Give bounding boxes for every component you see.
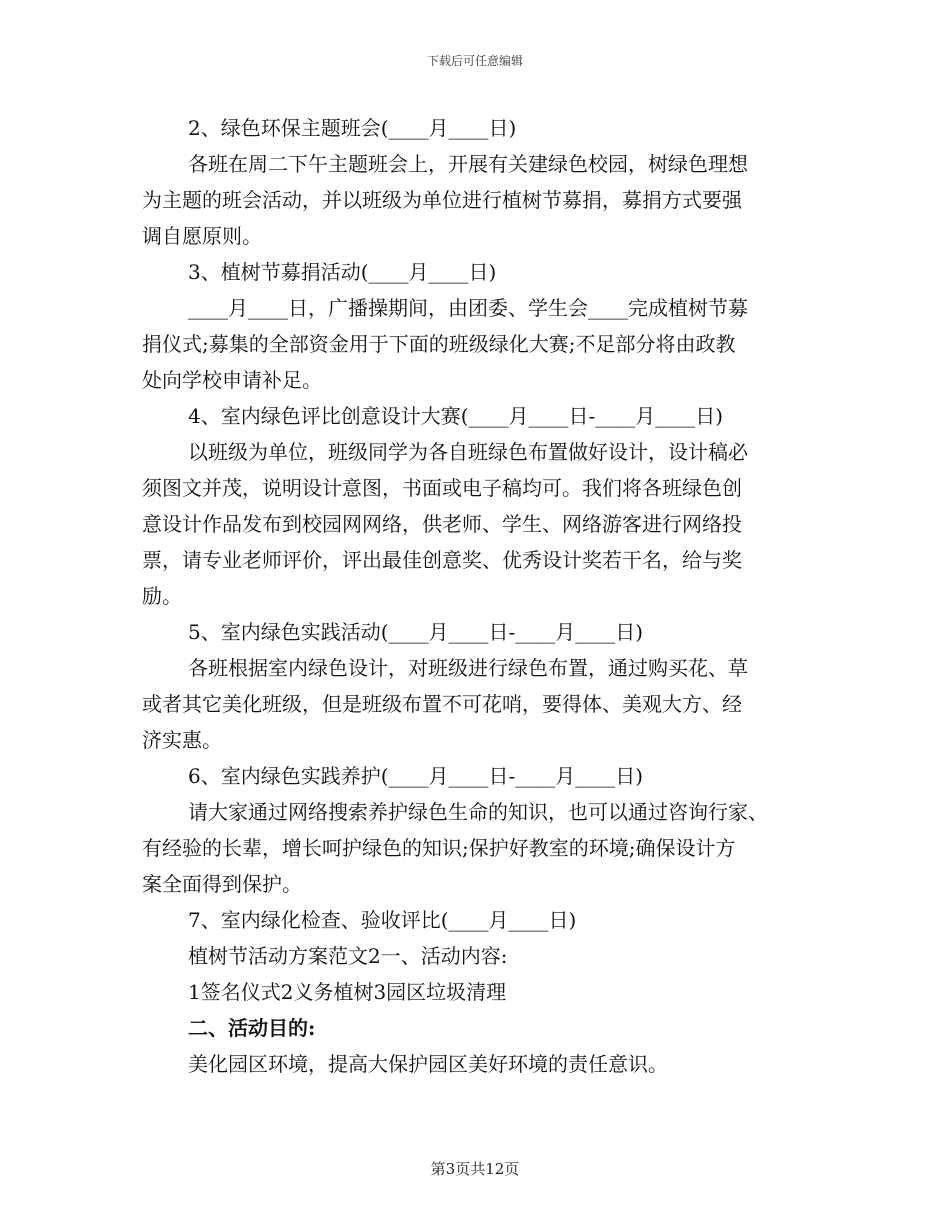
paragraph-line: 或者其它美化班级，但是班级布置不可花哨，要得体、美观大方、经	[142, 692, 742, 716]
section-heading: 植树节活动方案范文2一、活动内容:	[188, 944, 508, 968]
paragraph-line: 调自愿原则。	[142, 224, 262, 248]
paragraph-line: 案全面得到保护。	[142, 872, 302, 896]
paragraph-line: 美化园区环境，提高大保护园区美好环境的责任意识。	[188, 1052, 668, 1076]
paragraph-line: 励。	[142, 584, 182, 608]
paragraph-line: 捐仪式;募集的全部资金用于下面的班级绿化大赛;不足部分将由政教	[142, 332, 736, 356]
section-heading: 6、室内绿色实践养护(____月____日-____月____日)	[188, 764, 644, 788]
paragraph-line: 济实惠。	[142, 728, 222, 752]
paragraph-line: 1签名仪式2义务植树3园区垃圾清理	[188, 980, 507, 1004]
paragraph-line: 须图文并茂，说明设计意图，书面或电子稿均可。我们将各班绿色创	[142, 476, 742, 500]
paragraph-line: 请大家通过网络搜索养护绿色生命的知识，也可以通过咨询行家、	[188, 800, 768, 824]
paragraph-line: 各班根据室内绿色设计，对班级进行绿色布置，通过购买花、草	[188, 656, 748, 680]
document-body	[142, 110, 802, 1082]
section-heading: 4、室内绿色评比创意设计大赛(____月____日-____月____日)	[188, 404, 724, 428]
paragraph-line: ____月____日，广播操期间，由团委、学生会____完成植树节募	[188, 296, 748, 320]
page-header: 下载后可任意编辑	[426, 54, 523, 68]
section-heading: 7、室内绿化检查、验收评比(____月____日)	[188, 908, 577, 932]
paragraph-line: 各班在周二下午主题班会上，开展有关建绿色校园，树绿色理想	[188, 152, 748, 176]
section-title: 二、活动目的:	[188, 1016, 316, 1040]
paragraph-line: 有经验的长辈，增长呵护绿色的知识;保护好教室的环境;确保设计方	[142, 836, 736, 860]
paragraph-line: 以班级为单位，班级同学为各自班绿色布置做好设计，设计稿必	[188, 440, 748, 464]
section-heading: 3、植树节募捐活动(____月____日)	[188, 260, 497, 284]
section-heading: 5、室内绿色实践活动(____月____日-____月____日)	[188, 620, 644, 644]
paragraph-line: 处向学校申请补足。	[142, 368, 322, 392]
paragraph-line: 意设计作品发布到校园网网络，供老师、学生、网络游客进行网络投	[142, 512, 742, 536]
page-number: 第3页共12页	[430, 1160, 520, 1178]
section-heading: 2、绿色环保主题班会(____月____日)	[188, 116, 517, 140]
paragraph-line: 为主题的班会活动，并以班级为单位进行植树节募捐，募捐方式要强	[142, 188, 742, 212]
paragraph-line: 票，请专业老师评价，评出最佳创意奖、优秀设计奖若干名，给与奖	[142, 548, 742, 572]
